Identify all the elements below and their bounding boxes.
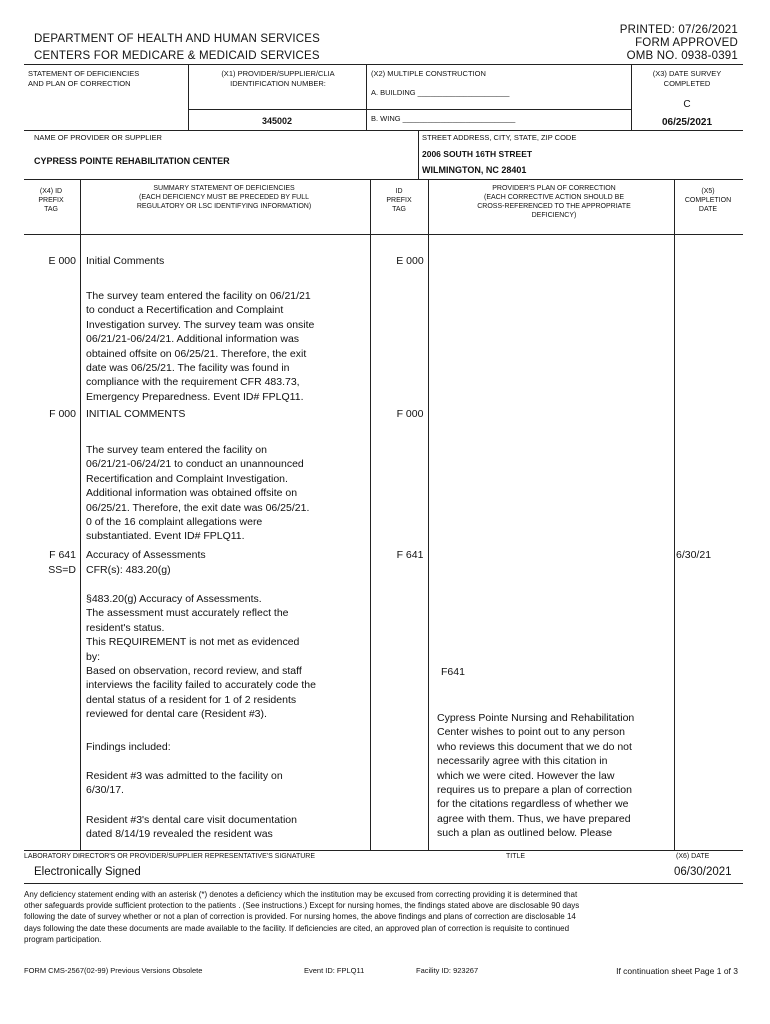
tag-e000: E 000 [48,255,76,267]
tag-f000: F 000 [49,408,76,420]
provider-label: NAME OF PROVIDER OR SUPPLIER [34,133,162,142]
disclaimer-text: Any deficiency statement ending with an asterisk (*) denotes a deficiency which the institution may be excused from correcting providing it is determined that other safeguards provide sufficient protection to the patients . (See instructions.) Except for nursing homes, the findings stated above are disclosable 90 days following the date of survey whether or not a plan of correction is provided. For nursing homes, the above findings and plans of correction are disclosable 14 days following the date these documents are made available to the facility. If deficiencies are cited, an approved plan of correction is requisite to continued program participation. [24,890,580,944]
plan-text: Cypress Pointe Nursing and Rehabilitation Center wishes to point out to any person who reviews this document that we do not necessarily agree with this citation in which we were cited. However the law requires us to prepare a plan of correction for the citations regardless of whether we agree with them. Thus, we have prepared such a plan as outlined below. Please [437,712,635,840]
f000-title: INITIAL COMMENTS [86,408,186,420]
plan-f641-label: F641 [441,666,465,678]
f641-cfr: CFR(s): 483.20(g) [86,564,171,576]
tag-f641: F 641 [49,549,76,561]
rule [24,130,743,131]
rule [418,130,419,179]
rule [24,234,743,235]
rule [24,883,743,884]
rule [24,64,743,65]
rule [366,64,367,130]
rule [631,64,632,130]
rule [24,179,743,180]
f641-findings: Findings included: [86,741,171,753]
f641-resident: Resident #3 was admitted to the facility on 6/30/17. [86,770,283,797]
form-number: FORM CMS-2567(02-99) Previous Versions Obsolete [24,966,203,975]
rule [428,179,429,850]
title-label: TITLE [506,853,526,860]
id-prefix-header: ID PREFIX TAG [386,188,412,213]
rule [188,109,631,110]
x2-label: (X2) MULTIPLE CONSTRUCTION [371,69,486,78]
x3-label: (X3) DATE SURVEY COMPLETED [652,69,722,88]
plan-header: PROVIDER'S PLAN OF CORRECTION (EACH CORRECTIVE ACTION SHOULD BE CROSS-REFERENCED TO THE APPROPRIATE DEFICIENCY) [477,185,631,219]
survey-completed-date: 06/25/2021 [661,117,713,128]
page-indicator: If continuation sheet Page 1 of 3 [616,966,738,976]
address-street: 2006 SOUTH 16TH STREET [422,149,533,159]
statement-label: STATEMENT OF DEFICIENCIES AND PLAN OF CORRECTION [28,69,140,88]
tag-f641-ss: SS=D [48,564,76,576]
summary-header: SUMMARY STATEMENT OF DEFICIENCIES (EACH DEFICIENCY MUST BE PRECEDED BY FULL REGULATORY OR LSC IDENTIFYING INFORMATION) [136,185,312,210]
address-label: STREET ADDRESS, CITY, STATE, ZIP CODE [422,133,577,142]
id-tag-f000: F 000 [396,408,424,420]
event-id: Event ID: FPLQ11 [304,966,365,975]
address-city: WILMINGTON, NC 28401 [422,165,527,175]
printed-date: PRINTED: 07/26/2021 [619,24,738,36]
f641-completion-date: 6/30/21 [676,549,712,561]
x1-label: (X1) PROVIDER/SUPPLIER/CLIA IDENTIFICATION NUMBER: [221,69,335,88]
x2-building: A. BUILDING ______________________ [371,88,510,97]
rule [674,179,675,850]
form-approved: FORM APPROVED [635,37,738,49]
department-line-2: CENTERS FOR MEDICARE & MEDICAID SERVICES [34,50,320,62]
provider-id: 345002 [262,116,293,126]
department-line-1: DEPARTMENT OF HEALTH AND HUMAN SERVICES [34,33,320,45]
provider-name: CYPRESS POINTE REHABILITATION CENTER [34,156,230,166]
f641-dental: Resident #3's dental care visit documentation dated 8/14/19 revealed the resident was [86,814,297,841]
f641-title: Accuracy of Assessments [86,549,206,561]
rule [80,179,81,850]
f641-requirement: §483.20(g) Accuracy of Assessments. The assessment must accurately reflect the resident's status. This REQUIREMENT is not met as evidenced by: Based on observation, record review, and staff interviews the facility failed to accurately code the dental status of a resident for 1 of 2 residents reviewed for dental care (Resident #3). [86,593,316,721]
omb-number: OMB NO. 0938-0391 [626,50,738,62]
rule [370,179,371,850]
x2-wing: B. WING ___________________________ [371,114,516,123]
facility-id: Facility ID: 923267 [416,966,479,975]
id-tag-e000: E 000 [396,255,424,267]
x3-letter: C [683,99,691,110]
id-tag-f641: F 641 [396,549,424,561]
f000-body: The survey team entered the facility on 06/21/21-06/24/21 to conduct an unannounced Recertification and Complaint Investigation. Additional information was obtained offsite on 06/25/21. Therefore, the exit date was 06/25/21. 0 of the 16 complaint allegations were substantiated. Event ID# FPLQ11. [86,444,310,543]
x5-header: (X5) COMPLETION DATE [684,188,732,213]
rule [24,850,743,851]
e000-body: The survey team entered the facility on 06/21/21 to conduct a Recertification and Complaint Investigation survey. The survey team was onsite 06/21/21-06/24/21. Additional information was obtained offsite on 06/25/21. Therefore, the exit date was 06/25/21. The facility was found in compliance with the requirement CFR 483.73, Emergency Preparedness. Event ID# FPLQ11. [86,290,315,403]
x6-date-label: (X6) DATE [676,853,710,860]
signature-label: LABORATORY DIRECTOR'S OR PROVIDER/SUPPLIER REPRESENTATIVE'S SIGNATURE [24,853,316,860]
x4-id-header: (X4) ID PREFIX TAG [38,188,64,213]
rule [188,64,189,130]
e000-title: Initial Comments [86,255,165,267]
signature-value: Electronically Signed [34,866,141,878]
signature-date: 06/30/2021 [674,866,732,878]
